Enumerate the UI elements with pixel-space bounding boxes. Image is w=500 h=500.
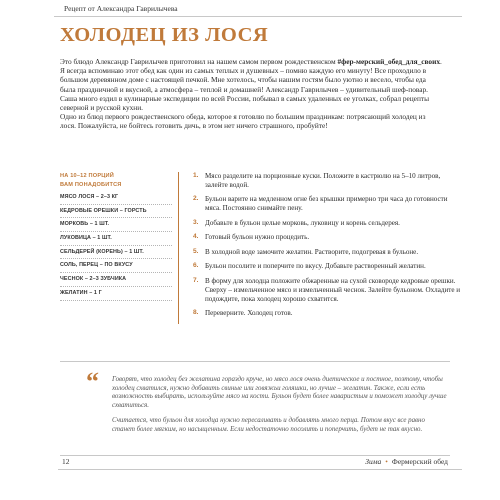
step-number: 8. [193,309,199,317]
footer-section: Фермерский обед [391,457,448,466]
step-number: 2. [193,195,199,203]
quote-divider-top [60,361,450,362]
step-number: 5. [193,247,199,255]
intro-p1-start: Это блюдо Александр Гаврилычев приготовил на нашем самом первом рождественском [60,57,338,66]
step-text: Бульон варите на медленном огне без крышки примерно три часа до готовности мяса. Постоянно снимайте пену. [205,195,448,213]
footer-running-title [365,457,448,466]
ingredients-heading-portions: НА 10–12 ПОРЦИЙ [60,173,114,179]
quote-paragraph-2: Считается, что бульон для холодца нужно пересаливать и добавлять много перца. Потом вкус все равно станет более мягким, но насыщенным. Если недостаточно посолить и поперчить, будет не так вкусно. [112,416,425,433]
intro-text [60,57,442,131]
ingredient-item: ЧЕСНОК – 2–3 ЗУБЧИКА [60,273,172,287]
step-text: В холодной воде замочите желатин. Растворите, подогревая в бульоне. [205,247,419,256]
step-number: 7. [193,276,199,284]
ingredient-item: МОРКОВЬ – 1 ШТ. [60,218,172,232]
step-number: 1. [193,172,199,179]
page-number: 12 [62,457,70,466]
ingredient-item: ЖЕЛАТИН – 1 Г [60,287,172,301]
ingredient-item: СЕЛЬДЕРЕЙ (КОРЕНЬ) – 1 ШТ. [60,246,172,260]
step-item [193,233,461,242]
footer-rule [58,469,462,470]
ingredient-item: МЯСО ЛОСЯ – 2–3 КГ [60,191,172,205]
step-item [193,195,461,213]
step-number: 3. [193,218,199,226]
quote-divider-bottom [60,455,450,456]
quote-paragraph-1: Говорят, что холодец без желатина гораздо круче, но мясо лося очень диетическое и постное, поэтому, чтобы холодец схватился, нужно добавить свиные или говяжьи голяшки, но лучше – желатин. Также, если есть возможность выбирать, используйте мясо на кости. Бульон будет более наваристым и поможет холодцу лучше схватиться. [112,376,447,410]
step-text: В форму для холодца положите обжаренные на сухой сковороде кедровые орешки. Сверху – измельченное мясо и измельченный чеснок. Залейте бульоном. Охладите и подождите, пока холодец хорошо схватится. [205,276,461,303]
ingredient-item: ЛУКОВИЦА – 1 ШТ. [60,232,172,246]
step-text: Мясо разделите на порционные куски. Положите в кастрюлю на 5–10 литров, залейте водой. [205,172,441,189]
steps-list [178,172,461,324]
quote-mark-icon: “ [86,367,99,396]
ingredients-heading-need: ВАМ ПОНАДОБИТСЯ [60,181,122,188]
step-item [193,262,461,271]
step-item [193,248,461,257]
ingredients-list [60,191,172,301]
hashtag: #фер-мерский_обед_для_своих [337,57,440,66]
step-text: Бульон посолите и поперчите по вкусу. Добавьте растворенный желатин. [205,262,426,271]
intro-paragraph-2: Одно из блюд первого рождественского обеда, которое я готовлю по большим праздникам: потрясающий холодец из лося. Пожалуйста, не бойтесь готовить дичь, в этом нет ничего страшного, пробуйте! [60,112,426,131]
step-text: Переверните. Холодец готов. [205,309,293,318]
page-title: ХОЛОДЕЦ ИЗ ЛОСЯ [60,24,269,46]
footer-season: Зима [365,457,382,466]
ingredients-panel [60,172,172,301]
ingredient-item: СОЛЬ, ПЕРЕЦ – ПО ВКУСУ [60,259,172,273]
intro-p1-end: . Я всегда вспоминаю этот обед как один из самых теплых и душевных – помню каждую его минуту! Все проходило в большом деревянном доме с настоящей печкой. Мне хотелось, чтобы нашим гостям было уютно и весело, чтобы еда была праздничной и вкусной, а атмосфера – теплой и домашней! Александр Гаврилычев – удивительный шеф-повар. Саша много ездил в кулинарные экспедиции по всей России, побывал в самых удаленных ее уголках, собрал рецепты северной и русской кухни. [60,57,442,113]
intro-paragraph-1 [60,57,442,112]
step-item [193,172,461,190]
step-item [193,219,461,228]
step-text: Добавьте в бульон целые морковь, луковицу и корень сельдерея. [205,218,400,227]
footer-separator: • [385,457,388,466]
step-number: 4. [193,233,199,241]
tip-quote [112,376,447,440]
step-item [193,277,461,304]
header-author: Рецепт от Александра Гаврилычева [60,2,182,17]
step-item [193,309,461,318]
step-number: 6. [193,262,199,270]
step-text: Готовый бульон нужно процедить. [205,233,310,242]
ingredient-item: КЕДРОВЫЕ ОРЕШКИ – ГОРСТЬ [60,205,172,219]
